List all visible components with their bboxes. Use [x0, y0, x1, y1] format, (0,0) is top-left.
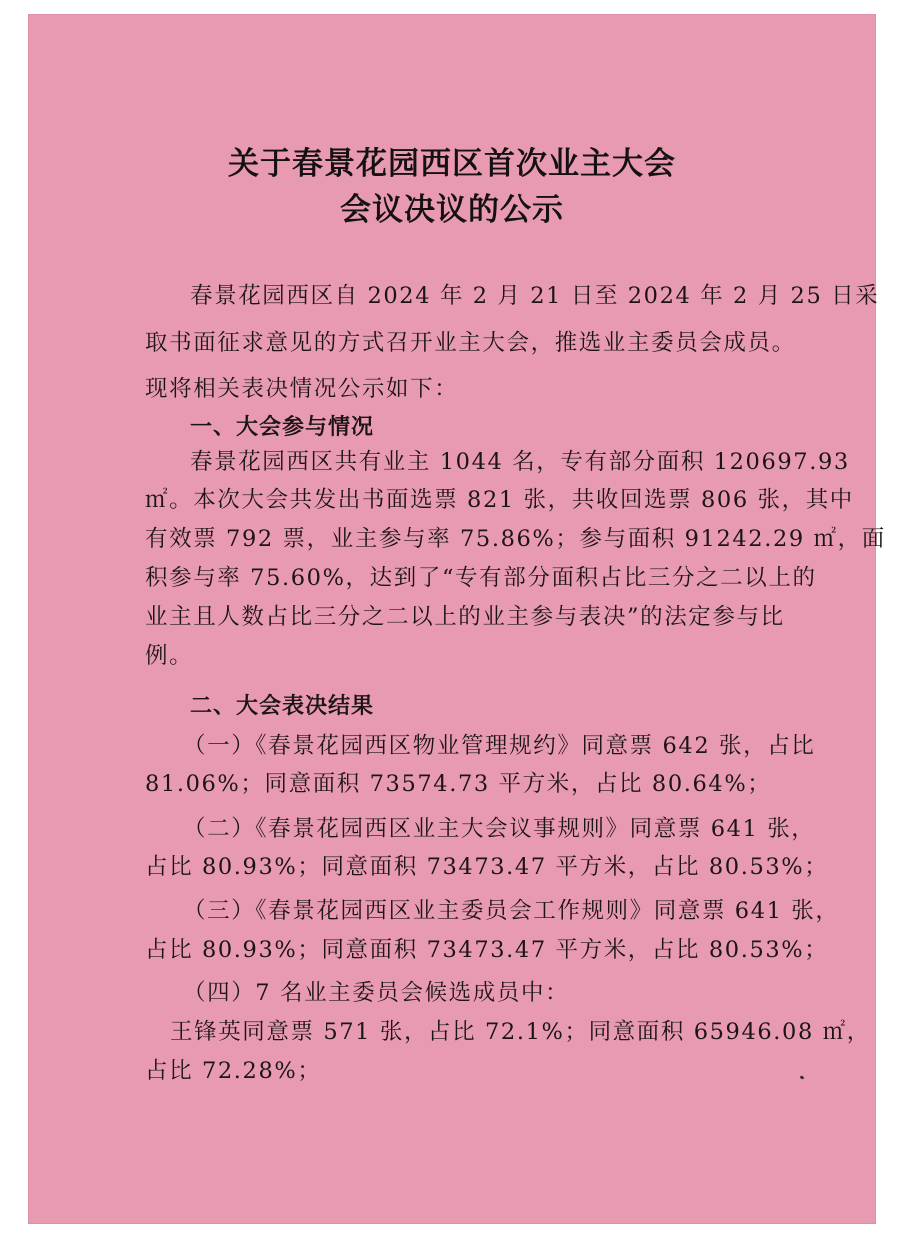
- document-title-line2: 会议决议的公示: [340, 192, 564, 228]
- section1-line: 春景花园西区共有业主 1044 名，专有部分面积 120697.93: [190, 449, 850, 475]
- document-sheet: [28, 14, 886, 1224]
- result-item3-line2: 占比 80.93%；同意面积 73473.47 平方米，占比 80.53%；: [145, 937, 829, 963]
- document-title-line1: 关于春景花园西区首次业主大会: [228, 146, 676, 182]
- section1-line: ㎡。本次大会共发出书面选票 821 张，共收回选票 806 张，其中: [145, 487, 854, 513]
- section1-line: 积参与率 75.60%，达到了“专有部分面积占比三分之二以上的: [145, 565, 817, 591]
- intro-line3: 现将相关表决情况公示如下：: [145, 376, 459, 402]
- section1-line: 业主且人数占比三分之二以上的业主参与表决”的法定参与比: [145, 604, 785, 630]
- intro-line1: 春景花园西区自 2024 年 2 月 21 日至 2024 年 2 月 25 日采: [190, 283, 880, 309]
- result-item2-line2: 占比 80.93%；同意面积 73473.47 平方米，占比 80.53%；: [145, 854, 829, 880]
- result-item1-line1: （一）《春景花园西区物业管理规约》同意票 642 张，占比: [183, 733, 816, 759]
- section2-heading: 二、大会表决结果: [190, 694, 375, 719]
- section1-line: 有效票 792 票，业主参与率 75.86%；参与面积 91242.29 ㎡，面: [145, 526, 886, 552]
- section1-heading: 一、大会参与情况: [190, 415, 375, 440]
- candidate-line2: 占比 72.28%；: [145, 1058, 322, 1084]
- section1-line: 例。: [145, 643, 194, 669]
- paper-speck: [800, 1075, 805, 1080]
- result-item2-line1: （二）《春景花园西区业主大会议事规则》同意票 641 张，: [183, 816, 816, 842]
- result-item1-line2: 81.06%；同意面积 73574.73 平方米，占比 80.64%；: [145, 771, 772, 797]
- result-item4-line1: （四）7 名业主委员会候选成员中：: [183, 980, 570, 1006]
- intro-line2: 取书面征求意见的方式召开业主大会，推选业主委员会成员。: [145, 330, 796, 356]
- candidate-line1: 王锋英同意票 571 张，占比 72.1%；同意面积 65946.08 ㎡，: [170, 1019, 871, 1045]
- result-item3-line1: （三）《春景花园西区业主委员会工作规则》同意票 641 张，: [183, 898, 840, 924]
